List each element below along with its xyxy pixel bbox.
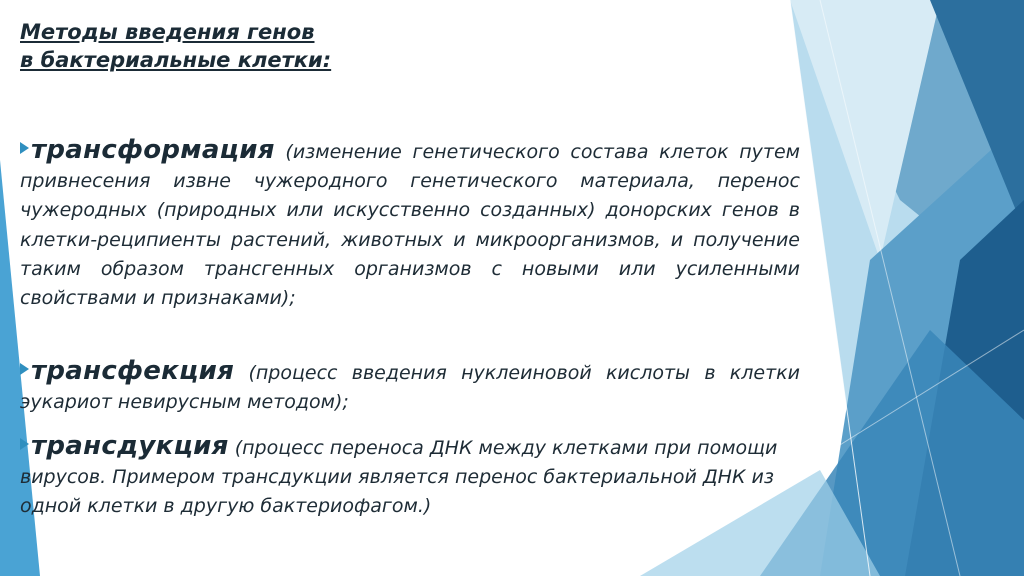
slide-title: [20, 18, 580, 74]
title-line-1: Методы введения генов: [20, 20, 315, 44]
item-term: трансдукция: [31, 431, 229, 461]
item-description: (процесс переноса ДНК между клетками при помощи вирусов. Примером трансдукции является перенос бактериальной ДНК из одной клетки в другую бактериофагом.): [20, 437, 778, 518]
item-term: трансфекция: [31, 356, 235, 386]
title-line-2: в бактериальные клетки:: [20, 48, 332, 72]
list-item: [20, 357, 800, 417]
triangle-bullet-icon: [20, 438, 29, 450]
triangle-bullet-icon: [20, 142, 29, 154]
item-description: (процесс введения нуклеиновой кислоты в клетки эукариот невирусным методом);: [20, 362, 800, 414]
item-term: трансформация: [31, 135, 275, 165]
list-item: [20, 432, 792, 522]
item-description: (изменение генетического состава клеток путем привнесения извне чужеродного генетического материала, перенос чужеродных (природных или искусственно созданных) донорских генов в клетки-реципиенты растений, животных и микроорганизмов, и получение таким образом трансгенных организмов с новыми или усиленными свойствами и признаками);: [20, 141, 800, 310]
list-item: [20, 136, 800, 313]
triangle-bullet-icon: [20, 363, 29, 375]
